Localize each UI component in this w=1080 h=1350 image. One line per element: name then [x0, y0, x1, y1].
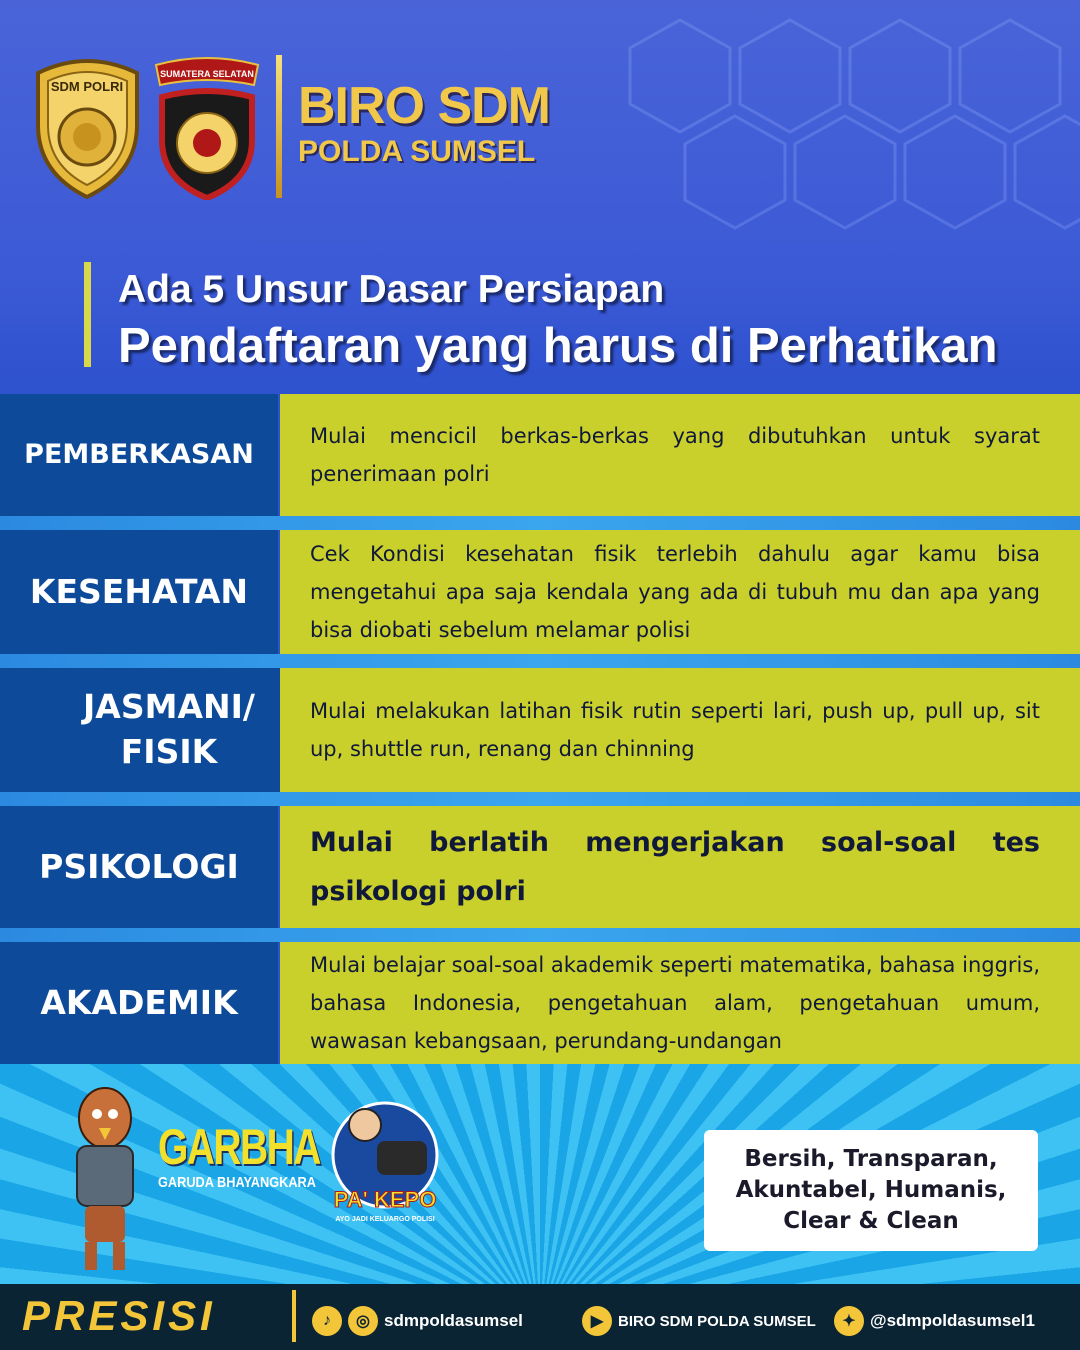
row-separator: [0, 928, 1080, 942]
svg-text:SDM POLRI: SDM POLRI: [50, 79, 124, 94]
social-instagram[interactable]: [312, 1306, 523, 1336]
headline-line2: Pendaftaran yang harus di Perhatikan: [118, 319, 998, 373]
row-description: Mulai berlatih mengerjakan soal-soal tes psikologi polri: [280, 806, 1080, 928]
motto-line: Bersih, Transparan,: [744, 1145, 998, 1172]
row-pemberkasan: [0, 394, 1080, 516]
footer-divider: [292, 1290, 296, 1342]
row-description: Mulai mencicil berkas-berkas yang dibutuhkan untuk syarat penerimaan polri: [280, 394, 1080, 516]
social-youtube[interactable]: [582, 1306, 816, 1336]
social-handle: BIRO SDM POLDA SUMSEL: [618, 1312, 816, 1330]
garuda-mascot-icon: [55, 1078, 155, 1278]
social-handle: sdmpoldasumsel: [384, 1311, 523, 1330]
youtube-icon: ▶: [582, 1306, 612, 1336]
pakepo-mascot-icon: [325, 1095, 443, 1235]
motto-line: Akuntabel, Humanis,: [735, 1176, 1007, 1203]
row-description: Mulai melakukan latihan fisik rutin seperti lari, push up, pull up, sit up, shuttle run, renang dan chinning: [280, 668, 1080, 792]
svg-text:SUMATERA SELATAN: SUMATERA SELATAN: [160, 69, 254, 79]
row-label: PSIKOLOGI: [0, 806, 278, 928]
svg-text:PA' KEPO: PA' KEPO: [333, 1187, 437, 1212]
presisi-logo: PRESISI: [22, 1292, 216, 1339]
title-accent-bar: [84, 262, 91, 367]
garbha-title: GARBHA: [158, 1119, 320, 1175]
row-separator: [0, 516, 1080, 530]
row-akademik: [0, 942, 1080, 1064]
twitter-icon: ✦: [834, 1306, 864, 1336]
brand-subtitle: POLDA SUMSEL: [298, 135, 536, 168]
row-psikologi: [0, 806, 1080, 928]
row-description: Mulai belajar soal-soal akademik seperti matematika, bahasa inggris, bahasa Indonesia, pengetahuan alam, pengetahuan umum, wawasan kebangsaan, perundang-undangan: [280, 942, 1080, 1064]
row-jasmani: [0, 668, 1080, 792]
garbha-subtitle: GARUDA BHAYANGKARA: [158, 1174, 316, 1191]
row-label: JASMANI/ FISIK: [0, 668, 338, 792]
row-separator: [0, 654, 1080, 668]
row-label: AKADEMIK: [0, 942, 278, 1064]
motto-box: [704, 1130, 1038, 1251]
row-description: Cek Kondisi kesehatan fisik terlebih dahulu agar kamu bisa mengetahui apa saja kendala yang ada di tubuh mu dan apa yang bisa diobati sebelum melamar polisi: [280, 530, 1080, 654]
sdm-polri-badge-icon: [30, 55, 145, 200]
headline-line1: Ada 5 Unsur Dasar Persiapan: [118, 268, 665, 311]
motto-line: Clear & Clean: [783, 1208, 959, 1235]
row-label: KESEHATAN: [0, 530, 278, 654]
svg-text:AYO JADI KELUARGO POLISI: AYO JADI KELUARGO POLISI: [335, 1216, 435, 1223]
polda-sumsel-badge-icon: [152, 55, 262, 200]
social-handle: @sdmpoldasumsel1: [870, 1311, 1035, 1330]
tiktok-icon: ♪: [312, 1306, 342, 1336]
instagram-icon: ◎: [348, 1306, 378, 1336]
brand-title: BIRO SDM: [298, 77, 550, 135]
row-label: PEMBERKASAN: [0, 394, 278, 516]
row-separator: [0, 792, 1080, 806]
social-twitter[interactable]: [834, 1306, 1035, 1336]
row-kesehatan: [0, 530, 1080, 654]
brand-divider: [276, 55, 282, 198]
